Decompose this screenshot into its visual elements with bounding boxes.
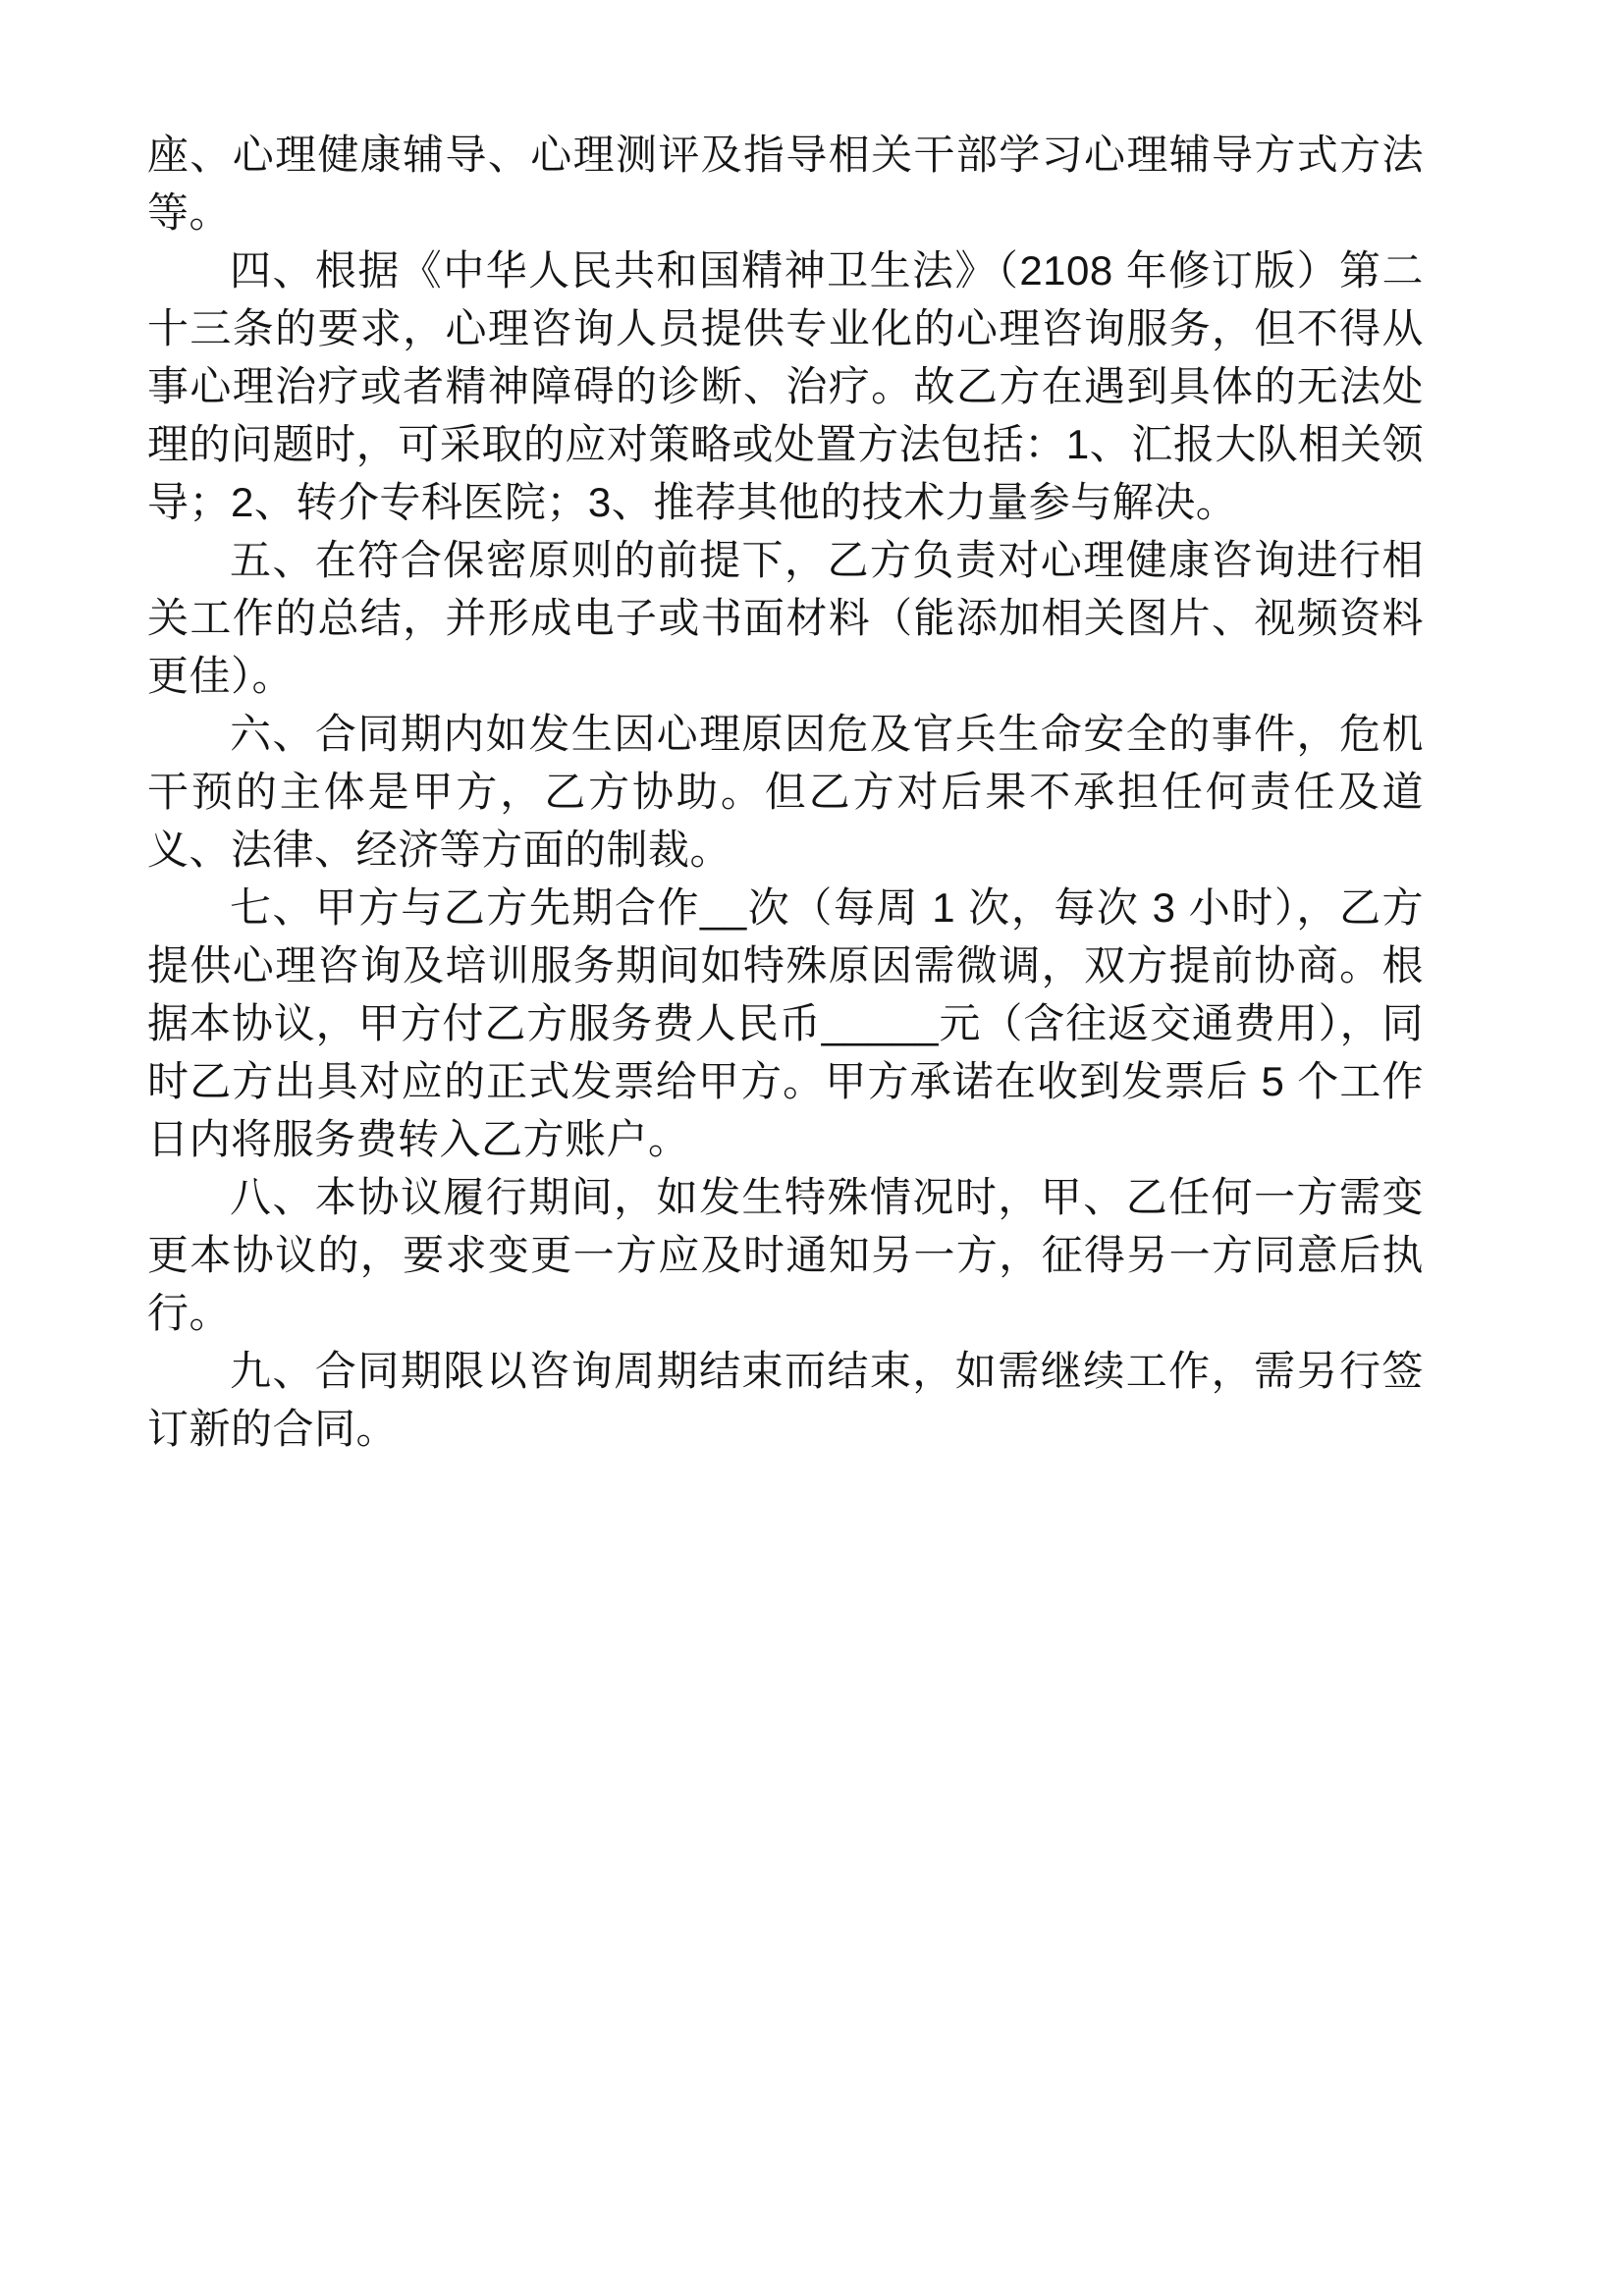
paragraph-clause-6: 六、合同期内如发生因心理原因危及官兵生命安全的事件，危机干预的主体是甲方，乙方协助。但乙方对后果不承担任何责任及道义、法律、经济等方面的制裁。 (147, 711, 1424, 873)
paragraph-clause-9: 九、合同期限以咨询周期结束而结束，如需继续工作，需另行签订新的合同。 (147, 1348, 1424, 1452)
paragraph-clause-7: 七、甲方与乙方先期合作__次（每周 1 次，每次 3 小时），乙方提供心理咨询及培训服务期间如特殊原因需微调，双方提前协商。根据本协议，甲方付乙方服务费人民币_____元（含往返交通费用），同时乙方出具对应的正式发票给甲方。甲方承诺在收到发票后 5 个工作日内将服务费转入乙方账户。 (147, 884, 1424, 1162)
paragraph-clause-8: 八、本协议履行期间，如发生特殊情况时，甲、乙任何一方需变更本协议的，要求变更一方应及时通知另一方，征得另一方同意后执行。 (147, 1174, 1424, 1336)
paragraph-clause-5: 五、在符合保密原则的前提下，乙方负责对心理健康咨询进行相关工作的总结，并形成电子或书面材料（能添加相关图片、视频资料更佳）。 (147, 537, 1424, 699)
document-body (147, 126, 1424, 1458)
paragraph-continuation: 座、心理健康辅导、心理测评及指导相关干部学习心理辅导方式方法等。 (147, 132, 1424, 236)
paragraph-clause-4: 四、根据《中华人民共和国精神卫生法》（2108 年修订版）第二十三条的要求，心理咨询人员提供专业化的心理咨询服务，但不得从事心理治疗或者精神障碍的诊断、治疗。故乙方在遇到具体的无法处理的问题时，可采取的应对策略或处置方法包括：1、汇报大队相关领导；2、转介专科医院；3、推荐其他的技术力量参与解决。 (147, 247, 1424, 525)
